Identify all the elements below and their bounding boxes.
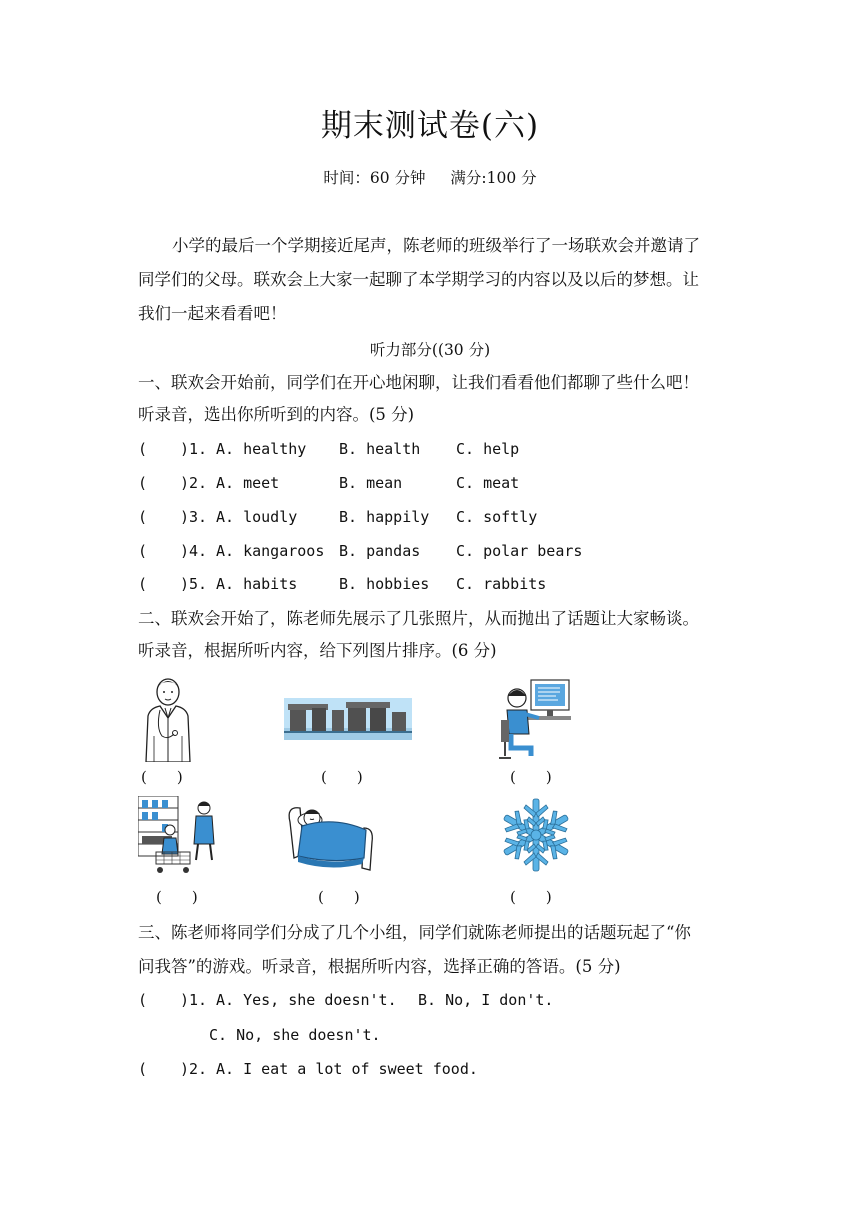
- child-sleeping-illustration: [284, 798, 376, 874]
- snowflake-illustration: [497, 796, 575, 874]
- time-limit: 时间：60 分钟: [323, 169, 426, 187]
- order-blank-6[interactable]: ( ): [510, 888, 552, 906]
- intro-line-3: 我们一起来看看吧！: [138, 304, 287, 323]
- intro-line-2: 同学们的父母。联欢会上大家一起聊了本学期学习的内容以及以后的梦想。让: [138, 270, 699, 289]
- boy-at-computer-illustration: [497, 676, 573, 762]
- intro-line-1: 小学的最后一个学期接近尾声，陈老师的班级举行了一场联欢会并邀请了: [172, 236, 700, 255]
- exam-info: [0, 166, 860, 188]
- order-blank-3[interactable]: ( ): [510, 768, 552, 786]
- section3-heading-line-2: 问我答”的游戏。听录音，根据所听内容，选择正确的答语。(5 分): [138, 957, 621, 976]
- supermarket-family-illustration: [138, 796, 220, 876]
- page-title: 期末测试卷(六): [320, 108, 540, 144]
- section2-heading-line-2: 听录音，根据所听内容，给下列图片排序。(6 分): [138, 641, 497, 660]
- doctor-illustration: [138, 676, 198, 762]
- section2-heading-line-1: 二、联欢会开始了，陈老师先展示了几张照片，从而抛出了话题让大家畅谈。: [138, 609, 699, 628]
- section1-heading-line-1: 一、联欢会开始前，同学们在开心地闲聊，让我们看看他们都聊了些什么吧！: [138, 373, 699, 392]
- order-blank-2[interactable]: ( ): [321, 768, 363, 786]
- section1-heading-line-2: 听录音，选出你所听到的内容。(5 分): [138, 405, 415, 424]
- order-blank-4[interactable]: ( ): [156, 888, 198, 906]
- listening-header: 听力部分((30 分): [369, 341, 491, 359]
- order-blank-1[interactable]: ( ): [141, 768, 183, 786]
- order-blank-5[interactable]: ( ): [318, 888, 360, 906]
- full-score: 满分:100 分: [450, 169, 537, 187]
- section3-heading-line-1: 三、陈老师将同学们分成了几个小组，同学们就陈老师提出的话题玩起了“你: [138, 923, 691, 942]
- stonehenge-photo: [284, 698, 412, 740]
